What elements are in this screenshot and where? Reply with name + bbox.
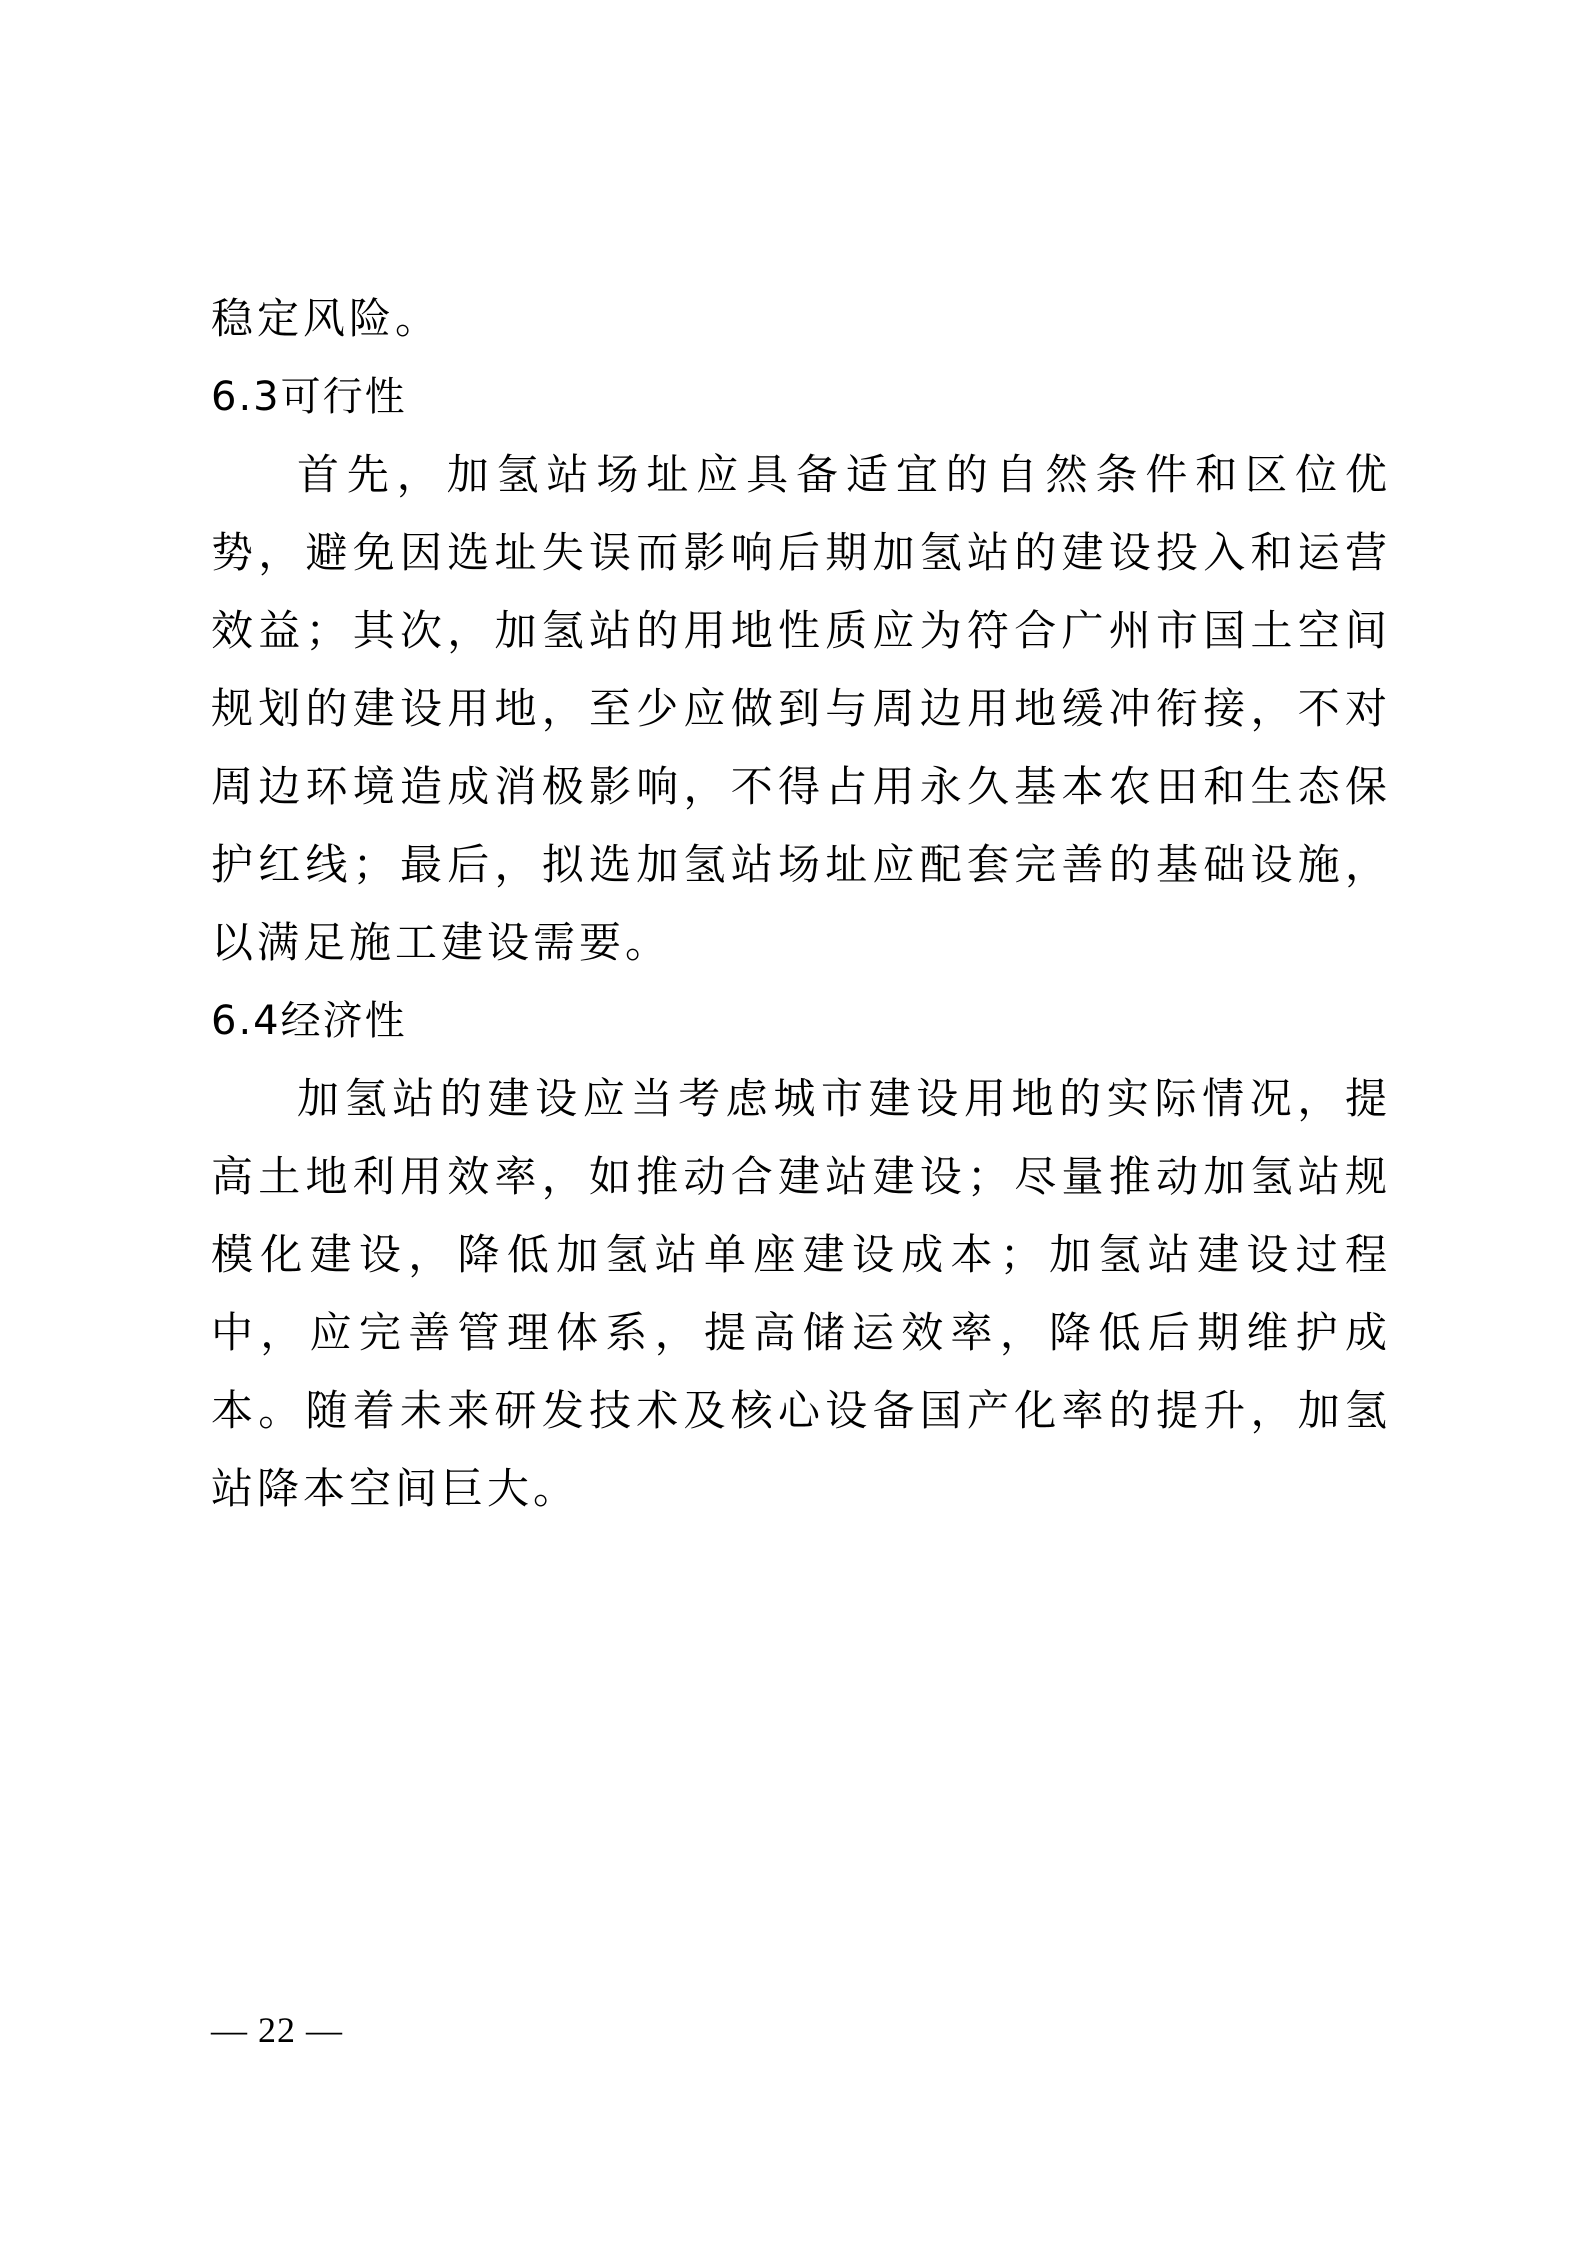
document-body: [211, 280, 1391, 1528]
section-paragraph-economy: 加氢站的建设应当考虑城市建设用地的实际情况，提高土地利用效率，如推动合建站建设；尽量推动加氢站规模化建设，降低加氢站单座建设成本；加氢站建设过程中，应完善管理体系，提高储运效率，降低后期维护成本。随着未来研发技术及核心设备国产化率的提升，加氢站降本空间巨大。: [211, 1074, 1391, 1513]
page-number: — 22 —: [211, 2010, 343, 2050]
section-paragraph-feasibility: 首先，加氢站场址应具备适宜的自然条件和区位优势，避免因选址失误而影响后期加氢站的建设投入和运营效益；其次，加氢站的用地性质应为符合广州市国土空间规划的建设用地，至少应做到与周边用地缓冲衔接，不对周边环境造成消极影响，不得占用永久基本农田和生态保护红线；最后，拟选加氢站场址应配套完善的基础设施，以满足施工建设需要。: [211, 450, 1391, 967]
continuation-text: 稳定风险。: [211, 294, 442, 343]
section-heading-feasibility: 6.3可行性: [211, 374, 407, 420]
section-heading-economy: 6.4经济性: [211, 998, 407, 1044]
